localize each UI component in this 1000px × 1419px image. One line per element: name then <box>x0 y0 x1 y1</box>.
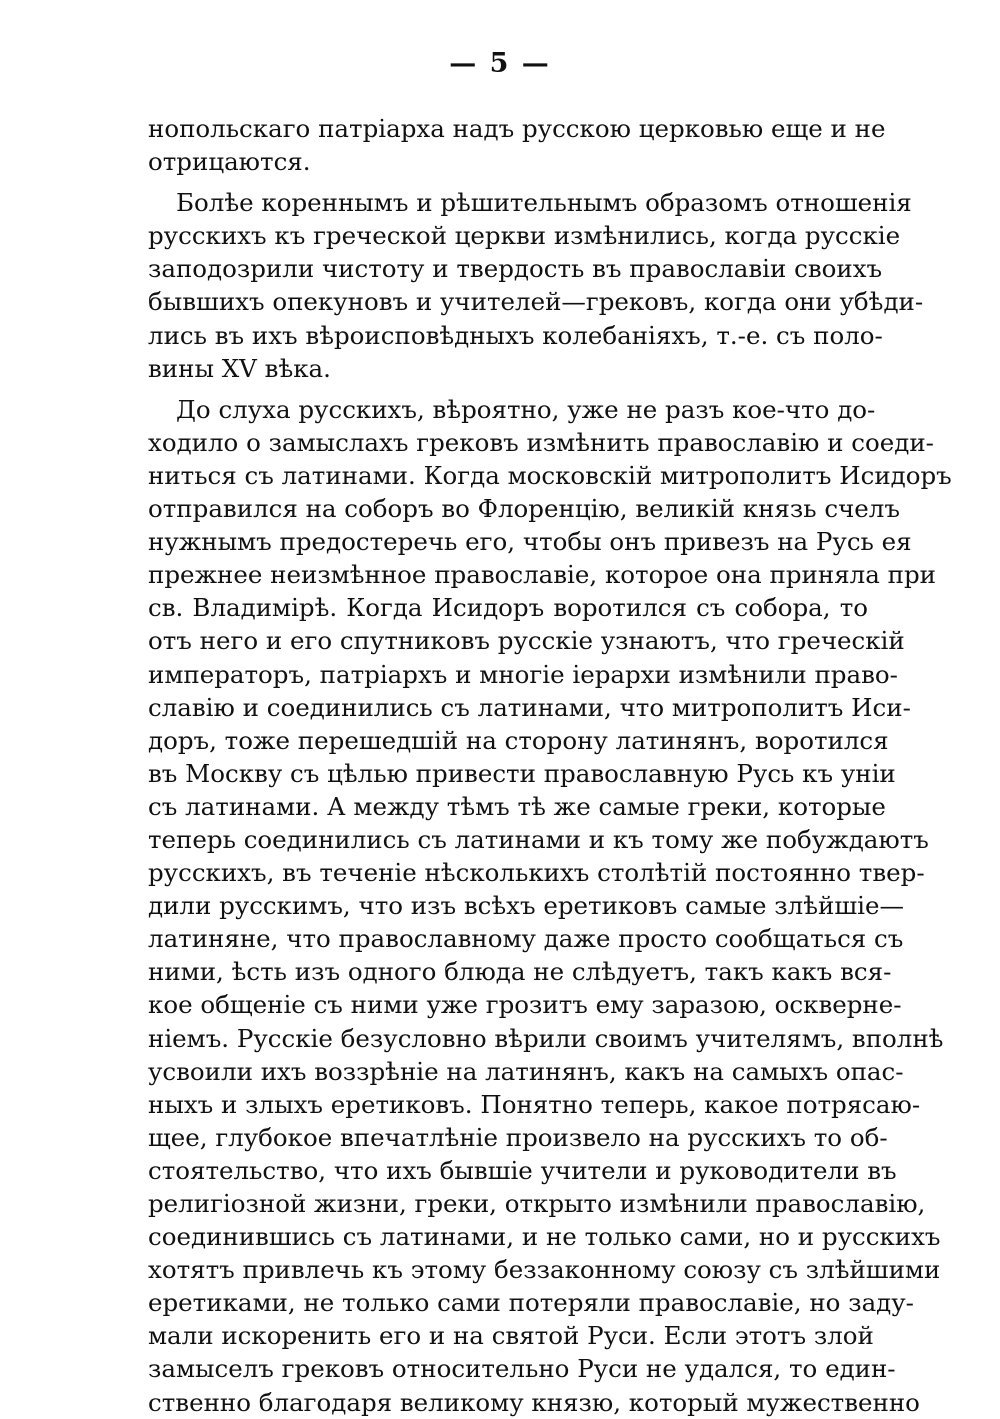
page-number: — 5 — <box>449 48 551 79</box>
text-line: русскихъ къ греческой церкви измѣнились, когда русскіе <box>148 221 901 251</box>
paragraph <box>148 393 952 1419</box>
text-line: Болѣе кореннымъ и рѣшительнымъ образомъ отношенія <box>176 188 912 218</box>
text-line: хотятъ привлечь къ этому беззаконному союзу съ злѣйшими <box>148 1255 941 1285</box>
text-line: отправился на соборъ во Флоренцію, великій князь счелъ <box>148 494 900 524</box>
text-line: ходило о замыслахъ грековъ измѣнить православію и соеди- <box>148 427 934 457</box>
text-line: славію и соединились съ латинами, что митрополитъ Иси- <box>148 692 911 722</box>
text-line: доръ, тоже перешедшій на сторону латинянъ, воротился <box>148 725 889 755</box>
text-line: бывшихъ опекуновъ и учителей—грековъ, когда они убѣди- <box>148 287 924 317</box>
text-line: русскихъ, въ теченіе нѣсколькихъ столѣтій постоянно твер- <box>148 858 925 888</box>
text-line: ніемъ. Русскіе безусловно вѣрили своимъ учителямъ, вполнѣ <box>148 1023 944 1053</box>
paragraph <box>148 112 886 178</box>
text-line: теперь соединились съ латинами и къ тому же побуждаютъ <box>148 824 929 854</box>
text-line: замыселъ грековъ относительно Руси не удался, то един- <box>148 1354 896 1384</box>
text-line: соединившись съ латинами, и не только сами, но и русскихъ <box>148 1222 941 1252</box>
text-line: мали искоренить его и на святой Руси. Если этотъ злой <box>148 1321 874 1351</box>
text-line: съ латинами. А между тѣмъ тѣ же самые греки, которые <box>148 791 886 821</box>
text-line: ственно благодаря великому князю, который мужественно <box>148 1387 920 1417</box>
body-text <box>148 112 952 1419</box>
text-line: отрицаются. <box>148 147 311 177</box>
text-line: религіозной жизни, греки, открыто измѣнили православію, <box>148 1189 926 1218</box>
text-line: ныхъ и злыхъ еретиковъ. Понятно теперь, какое потрясаю- <box>148 1089 921 1119</box>
paragraph-gap <box>148 178 868 186</box>
text-line: еретиками, не только сами потеряли православіе, но заду- <box>148 1288 914 1318</box>
text-line: ниться съ латинами. Когда московскій митрополитъ Исидоръ <box>148 460 952 490</box>
text-line: дили русскимъ, что изъ всѣхъ еретиковъ самые злѣйшіе— <box>148 891 904 921</box>
paragraph-gap <box>148 385 868 393</box>
text-line: нужнымъ предостеречь его, чтобы онъ привезъ на Русь ея <box>148 527 912 557</box>
text-line: кое общеніе съ ними уже грозитъ ему заразою, оскверне- <box>148 990 902 1020</box>
text-line: До слуха русскихъ, вѣроятно, уже не разъ кое-что до- <box>176 394 876 424</box>
text-line: св. Владимірѣ. Когда Исидоръ воротился съ собора, то <box>148 593 868 623</box>
text-line: латиняне, что православному даже просто сообщаться съ <box>148 924 904 954</box>
paragraph <box>148 186 924 385</box>
text-line: лись въ ихъ вѣроисповѣдныхъ колебаніяхъ, т.-е. съ поло- <box>148 320 883 350</box>
text-line: ними, ѣсть изъ одного блюда не слѣдуетъ, такъ какъ вся- <box>148 957 892 987</box>
text-line: императоръ, патріархъ и многіе іерархи измѣнили право- <box>148 659 898 689</box>
text-line: нопольскаго патріарха надъ русскою церковью еще и не <box>148 114 886 143</box>
text-line: щее, глубокое впечатлѣніе произвело на русскихъ то об- <box>148 1122 888 1152</box>
text-line: отъ него и его спутниковъ русскіе узнаютъ, что греческій <box>148 626 905 656</box>
text-line: прежнее неизмѣнное православіе, которое она приняла при <box>148 560 936 590</box>
text-line: стоятельство, что ихъ бывшіе учители и руководители въ <box>148 1155 897 1185</box>
text-line: заподозрили чистоту и твердость въ православіи своихъ <box>148 254 883 284</box>
text-line: усвоили ихъ воззрѣніе на латинянъ, какъ на самыхъ опас- <box>148 1056 904 1086</box>
text-line: вины XV вѣка. <box>148 353 331 383</box>
text-line: въ Москву съ цѣлью привести православную Русь къ уніи <box>148 758 896 788</box>
